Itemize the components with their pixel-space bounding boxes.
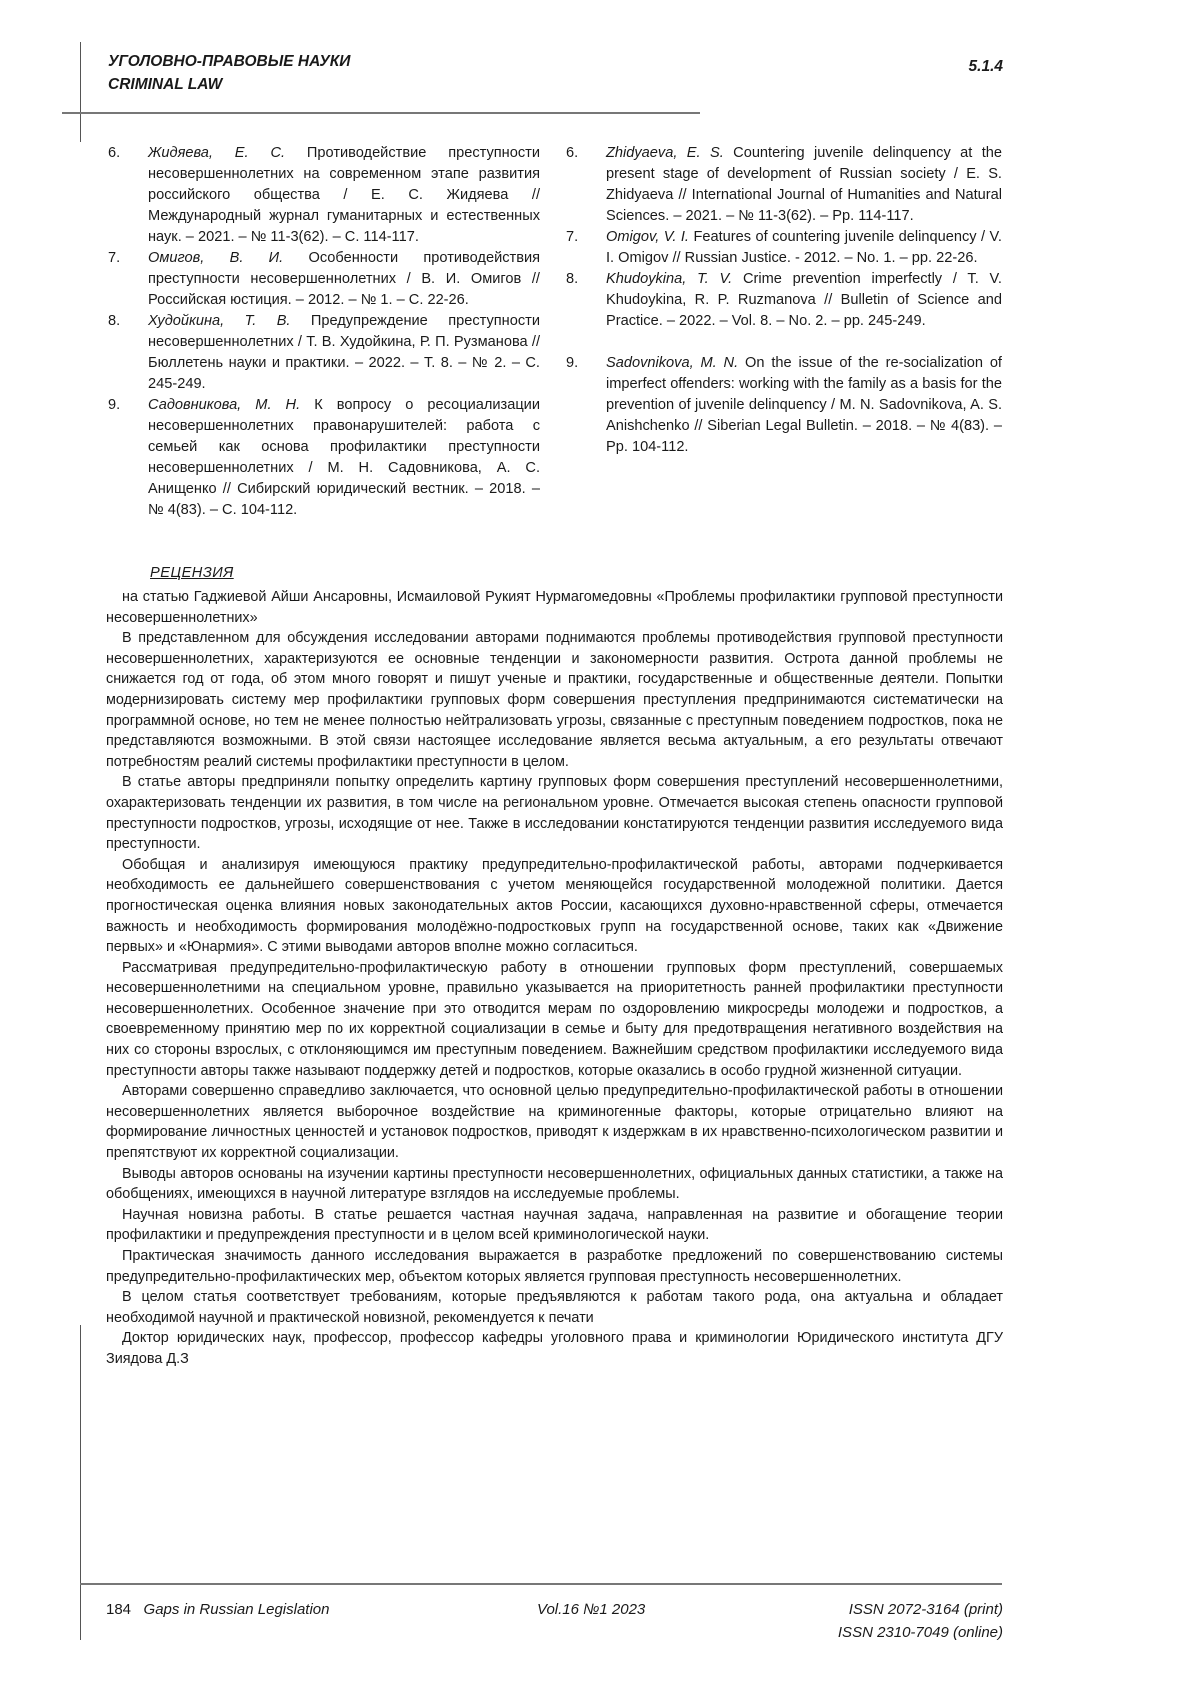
page-number: 184 [106,1601,131,1618]
reference-item [566,353,1002,458]
references-en [566,143,1002,458]
issn-online: ISSN 2310-7049 (online) [838,1624,1003,1641]
reference-number: 9. [566,353,578,374]
review-paragraph: В представленном для обсуждения исследовании авторами поднимаются проблемы противодействия групповой преступности несовершеннолетних, характеризуются ее основные тенденции и закономерности развития. Острота данной проблемы не снижается год от года, об этом много говорят и пишут ученые и практики, государственные и общественные деятели. Попытки модернизировать систему мер профилактики групповых форм совершения преступления предпринимаются систематически на программной основе, но тем не менее полностью нейтрализовать угрозы, связанные с преступным поведением подростков, пока не представляются возможными. В этой связи настоящее исследование является весьма актуальным, а его результаты отвечают потребностям реалий системы профилактики преступности в целом. [106,628,1003,772]
reference-number: 9. [108,395,120,416]
review-paragraph: Рассматривая предупредительно-профилактическую работу в отношении групповых форм преступлений, совершаемых несовершеннолетними на специальном уровне, правильно указывается на приоритетность ранней профилактики преступности несовершеннолетних. Особенное значение при это отводится мерам по оздоровлению микросреды молодежи и подростков, а своевременному принятию мер по их корректной социализации в семье и быту для предотвращения негативного воздействия на них со стороны взрослых, с отклоняющимся им преступным поведением. Важнейшим средством профилактики исследуемого вида преступности авторы также называют поддержку детей и подростков, которые оказались в особо грудной жизненной ситуации. [106,958,1003,1082]
reference-item [566,269,1002,332]
reference-text: Предупреждение преступности несовершеннолетних / Т. В. Худойкина, Р. П. Рузманова // Бюллетень науки и практики. – 2022. – Т. 8. – № 2. – С. 245-249. [148,313,540,392]
reference-item [566,143,1002,227]
review-body [106,587,1003,1370]
reference-item [108,143,540,248]
reference-item [108,395,540,521]
reference-author: Khudoykina, T. V. [606,271,732,287]
reference-text: Countering juvenile delinquency at the present stage of development of Russian society / E. S. Zhidyaeva // International Journal of Humanities and Natural Sciences. – 2021. – № 11-3(62). – Pp. 114-117. [606,145,1002,224]
reference-item [108,311,540,395]
margin-rule-top [80,42,81,142]
margin-rule-bottom [80,1325,81,1640]
review-paragraph: В целом статья соответствует требованиям, которые предъявляются к работам такого рода, она актуальна и обладает необходимой научной и практической новизной, рекомендуется к печати [106,1287,1003,1328]
review-paragraph: Доктор юридических наук, профессор, профессор кафедры уголовного права и криминологии Юридического института ДГУ Зиядова Д.З [106,1328,1003,1369]
review-title: РЕЦЕНЗИЯ [150,565,234,581]
header-divider [62,112,700,114]
reference-author: Zhidyaeva, E. S. [606,145,724,161]
review-paragraph: Обобщая и анализируя имеющуюся практику предупредительно-профилактической работы, авторами подчеркивается необходимость ее дальнейшего совершенствования с учетом меняющейся государственной молодежной политики. Дается прогностическая оценка влияния новых законодательных актов России, касающихся духовно-нравственной сферы, отмечается важность и необходимость формирования молодёжно-подростковых групп на государственной основе, таких как «Движение первых» и «Юнармия». С этими выводами авторов вполне можно согласиться. [106,855,1003,958]
footer-divider [80,1583,1002,1585]
review-paragraph: Авторами совершенно справедливо заключается, что основной целью предупредительно-профилактической работы в отношении несовершеннолетних является выборочное воздействие на криминогенные факторы, которые отрицательно влияют на формирование личностных ценностей и установок подростков, приводят к издержкам в их нравственно-психологическом развитии и препятствуют их корректной социализации. [106,1081,1003,1163]
reference-item [566,227,1002,269]
footer-left [106,1598,330,1621]
review-paragraph: на статью Гаджиевой Айши Ансаровны, Исмаиловой Рукият Нурмагомедовны «Проблемы профилактики групповой преступности несовершеннолетних» [106,587,1003,628]
running-header [108,50,350,96]
reference-author: Садовникова, М. Н. [148,397,300,413]
issn-print: ISSN 2072-3164 (print) [849,1601,1003,1618]
section-en: CRIMINAL LAW [108,73,350,96]
reference-number: 7. [108,248,120,269]
reference-number: 8. [566,269,578,290]
section-code: 5.1.4 [969,58,1003,76]
reference-number: 6. [566,143,578,164]
reference-text: К вопросу о ресоциализации несовершеннолетних правонарушителей: работа с семьей как основа профилактики преступности несовершеннолетних / М. Н. Садовникова, А. С. Анищенко // Сибирский юридический вестник. – 2018. – № 4(83). – С. 104-112. [148,397,540,518]
reference-author: Sadovnikova, M. N. [606,355,738,371]
reference-number: 6. [108,143,120,164]
reference-text: Crime prevention imperfectly / T. V. Khudoykina, R. P. Ruzmanova // Bulletin of Science and Practice. – 2022. – Vol. 8. – No. 2. – pp. 245-249. [606,271,1002,329]
reference-number: 7. [566,227,578,248]
document-page [0,0,1200,1697]
reference-number: 8. [108,311,120,332]
reference-text: Особенности противодействия преступности несовершеннолетних / В. И. Омигов // Российская юстиция. – 2012. – № 1. – С. 22-26. [148,250,540,308]
review-paragraph: В статье авторы предприняли попытку определить картину групповых форм совершения преступлений несовершеннолетними, охарактеризовать тенденции их развития, в том числе на региональном уровне. Отмечается высокая степень опасности групповой преступности подростков, угрозы, исходящие от нее. Также в исследовании констатируются тенденции развития исследуемого вида преступности. [106,772,1003,854]
footer-issn [838,1598,1003,1644]
reference-author: Omigov, V. I. [606,229,689,245]
reference-author: Омигов, В. И. [148,250,283,266]
reference-text: Противодействие преступности несовершеннолетних на современном этапе развития российского общества / Е. С. Жидяева // Международный журнал гуманитарных и естественных наук. – 2021. – № 11-3(62). – С. 114-117. [148,145,540,245]
reference-text: Features of countering juvenile delinquency / V. I. Omigov // Russian Justice. - 2012. – No. 1. – pp. 22-26. [606,229,1002,266]
references-ru [108,143,540,521]
footer-issue: Vol.16 №1 2023 [537,1598,645,1621]
review-paragraph: Научная новизна работы. В статье решается частная научная задача, направленная на развитие и обогащение теории профилактики и предупреждения преступности и в целом всей криминологической науки. [106,1205,1003,1246]
review-paragraph: Выводы авторов основаны на изучении картины преступности несовершеннолетних, официальных данных статистики, а также на обобщениях, имеющихся в научной литературе взглядов на исследуемые проблемы. [106,1164,1003,1205]
journal-name: Gaps in Russian Legislation [144,1601,330,1618]
reference-item [108,248,540,311]
reference-author: Худойкина, Т. В. [148,313,290,329]
section-ru: УГОЛОВНО-ПРАВОВЫЕ НАУКИ [108,50,350,73]
reference-author: Жидяева, Е. С. [148,145,285,161]
reference-text: On the issue of the re-socialization of imperfect offenders: working with the family as a basis for the prevention of juvenile delinquency / M. N. Sadovnikova, A. S. Anishchenko // Siberian Legal Bulletin. – 2018. – № 4(83). – Pp. 104-112. [606,355,1002,455]
review-paragraph: Практическая значимость данного исследования выражается в разработке предложений по совершенствованию системы предупредительно-профилактических мер, объектом которых является групповая преступность несовершеннолетних. [106,1246,1003,1287]
